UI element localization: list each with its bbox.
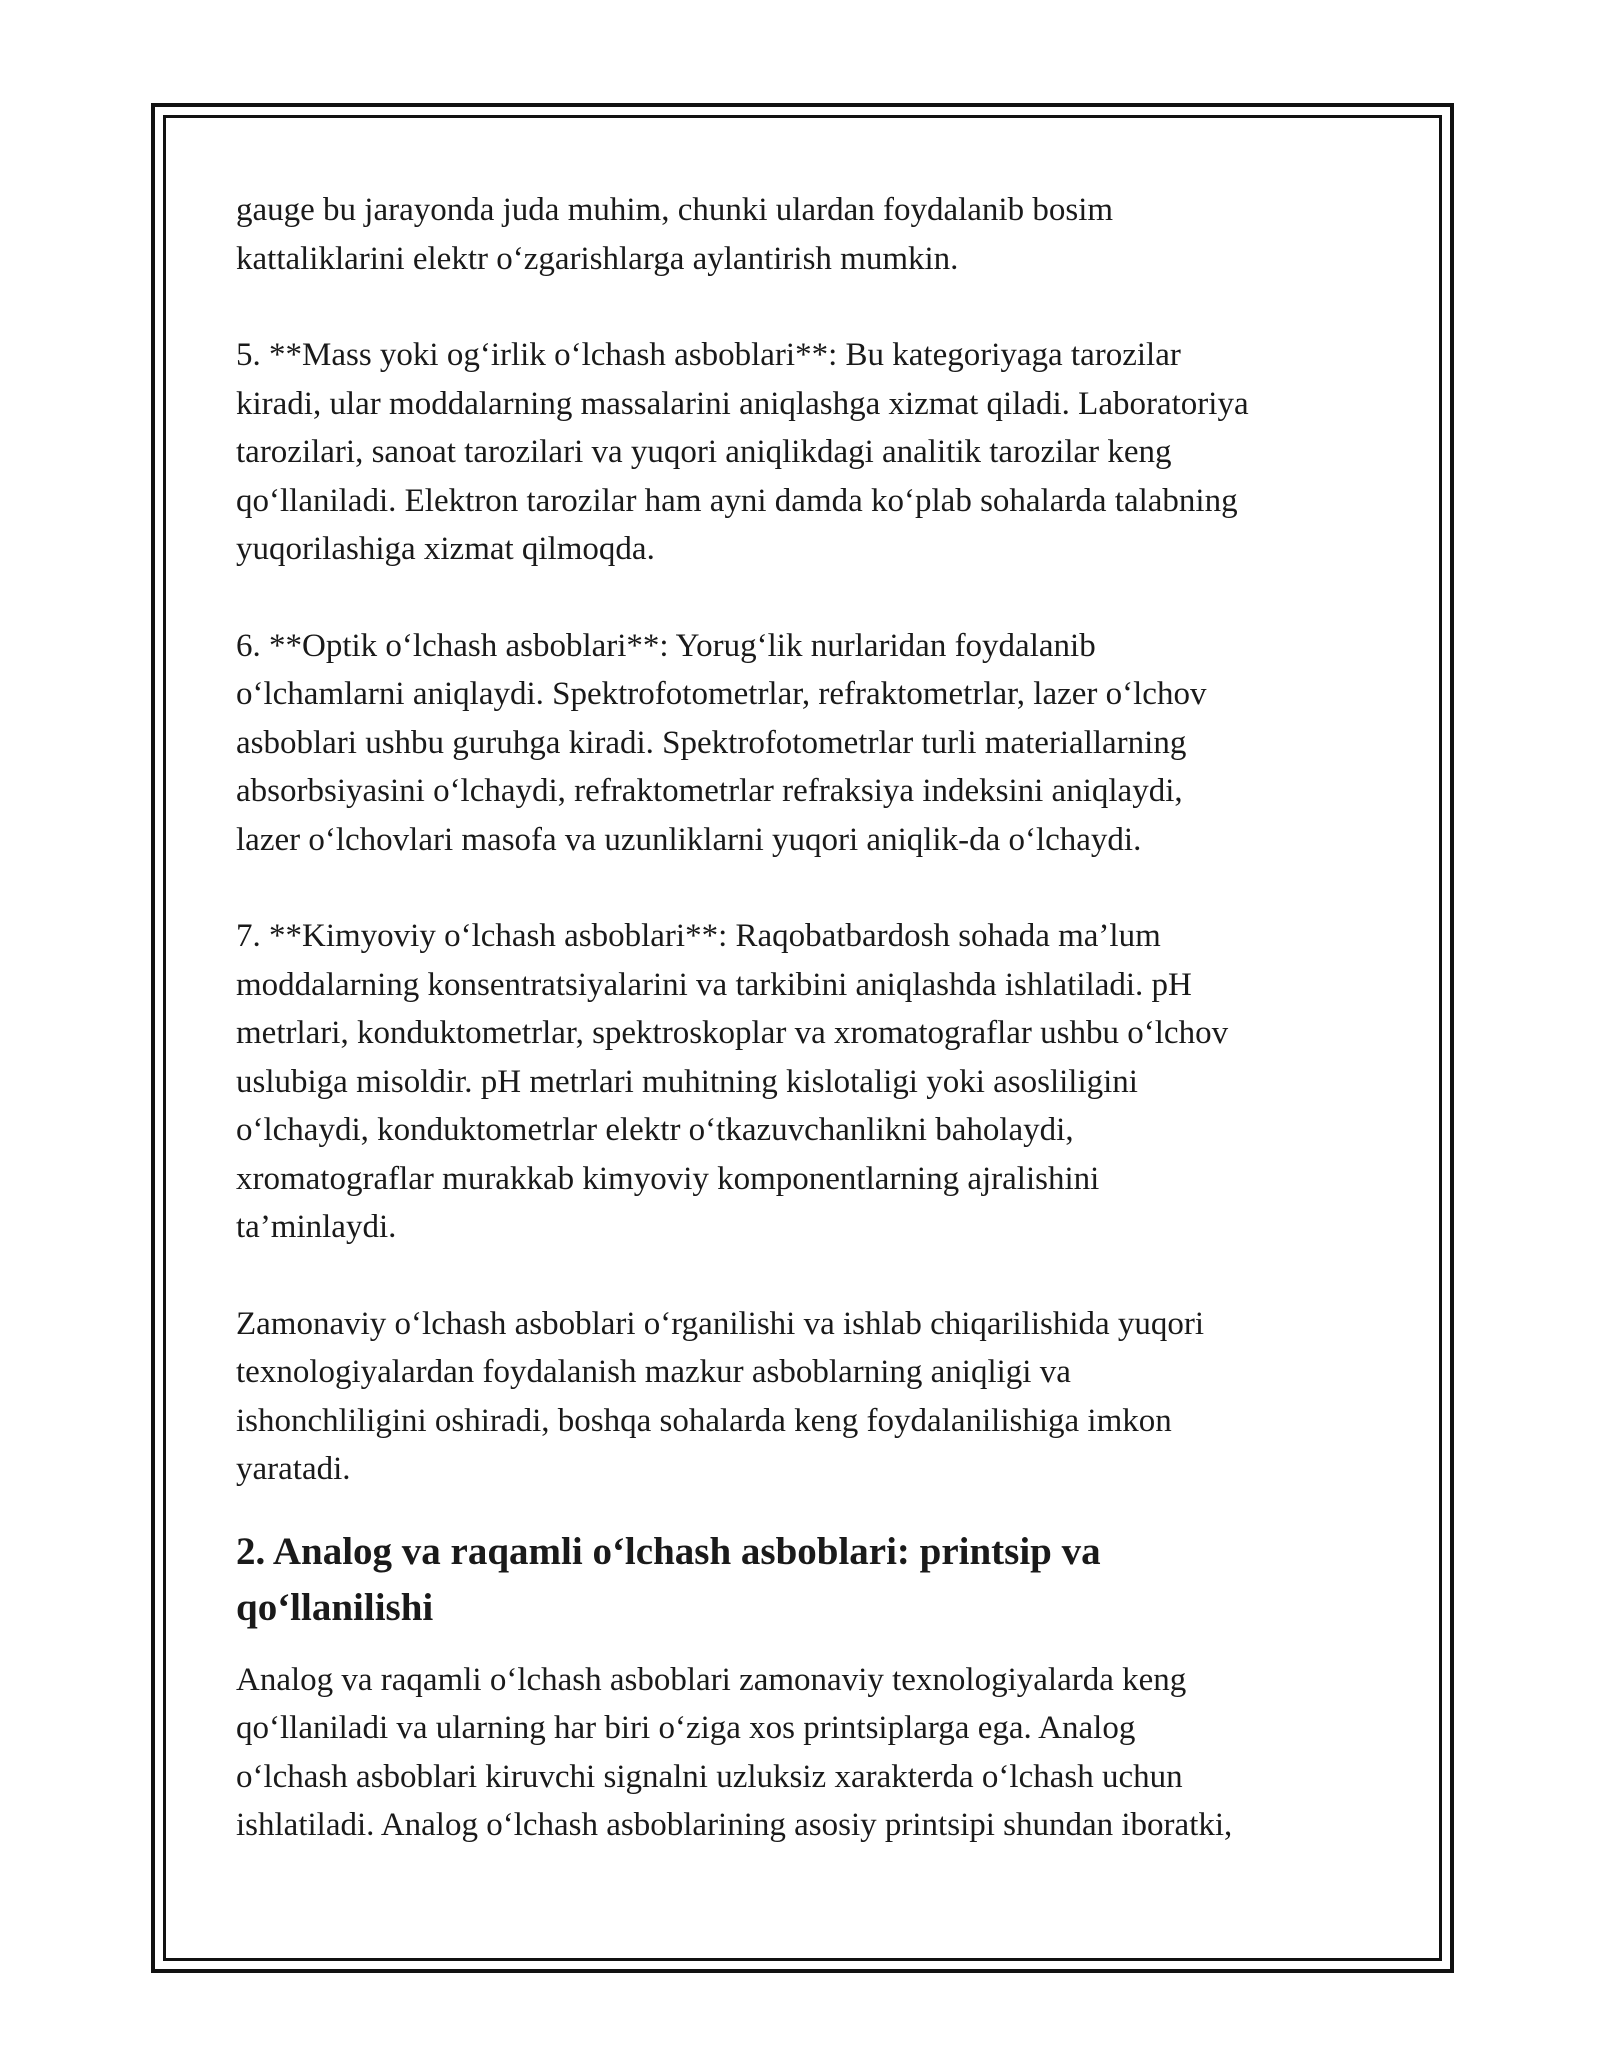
paragraph-optical-instruments: 6. **Optik o‘lchash asboblari**: Yorug‘lik nurlaridan foydalanib o‘lchamlarni aniqlaydi. Spektrofotometrlar, refraktometrlar, lazer o‘lchov asboblari ushbu guruhga kiradi. Spektrofotometrlar turli materiallarning absorbsiyasini o‘lchaydi, refraktometrlar refraksiya indeksini aniqlaydi, lazer o‘lchovlari masofa va uzunliklarni yuqori aniqlik-da o‘lchaydi. bbox=[236, 627, 1207, 858]
paragraph-mass-instruments: 5. **Mass yoki og‘irlik o‘lchash asboblari**: Bu kategoriyaga tarozilar kiradi, ular moddalarning massalarini aniqlashga xizmat qiladi. Laboratoriya tarozilari, sanoat tarozilari va yuqori aniqlikdagi analitik tarozilar keng qo‘llaniladi. Elektron tarozilar ham ayni damda ko‘plab sohalarda talabning yuqorilashiga xizmat qilmoqda. bbox=[236, 337, 1249, 567]
paragraph-chemical-instruments: 7. **Kimyoviy o‘lchash asboblari**: Raqobatbardosh sohada ma’lum moddalarning konsentratsiyalarini va tarkibini aniqlashda ishlatiladi. pH metrlari, konduktometrlar, spektroskoplar va xromatograflar ushbu o‘lchov uslubiga misoldir. pH metrlari muhitning kislotaligi yoki asosliligini o‘lchaydi, konduktometrlar elektr o‘tkazuvchanlikni baholaydi, xromatograflar murakkab kimyoviy komponentlarning ajralishini ta’minlaydi. bbox=[236, 918, 1229, 1245]
section-heading: 2. Analog va raqamli o‘lchash asboblari: printsip va qo‘llanilishi bbox=[236, 1529, 1101, 1629]
paragraph-gauge: gauge bu jarayonda juda muhim, chunki ulardan foydalanib bosim kattaliklarini elektr o‘zgarishlarga aylantirish mumkin. bbox=[236, 192, 1114, 277]
paragraph-analog-digital: Analog va raqamli o‘lchash asboblari zamonaviy texnologiyalarda keng qo‘llaniladi va ularning har biri o‘ziga xos printsiplarga ega. Analog o‘lchash asboblari kiruvchi signalni uzluksiz xarakterda o‘lchash uchun ishlatiladi. Analog o‘lchash asboblarining asosiy printsipi shundan iboratki, bbox=[236, 1661, 1233, 1843]
paragraph-modern-instruments: Zamonaviy o‘lchash asboblari o‘rganilishi va ishlab chiqarilishida yuqori texnologiyalardan foydalanish mazkur asboblarning aniqligi va ishonchliligini oshiradi, boshqa sohalarda keng foydalanilishiga imkon yaratadi. bbox=[236, 1305, 1205, 1487]
document-body bbox=[236, 186, 1386, 1898]
